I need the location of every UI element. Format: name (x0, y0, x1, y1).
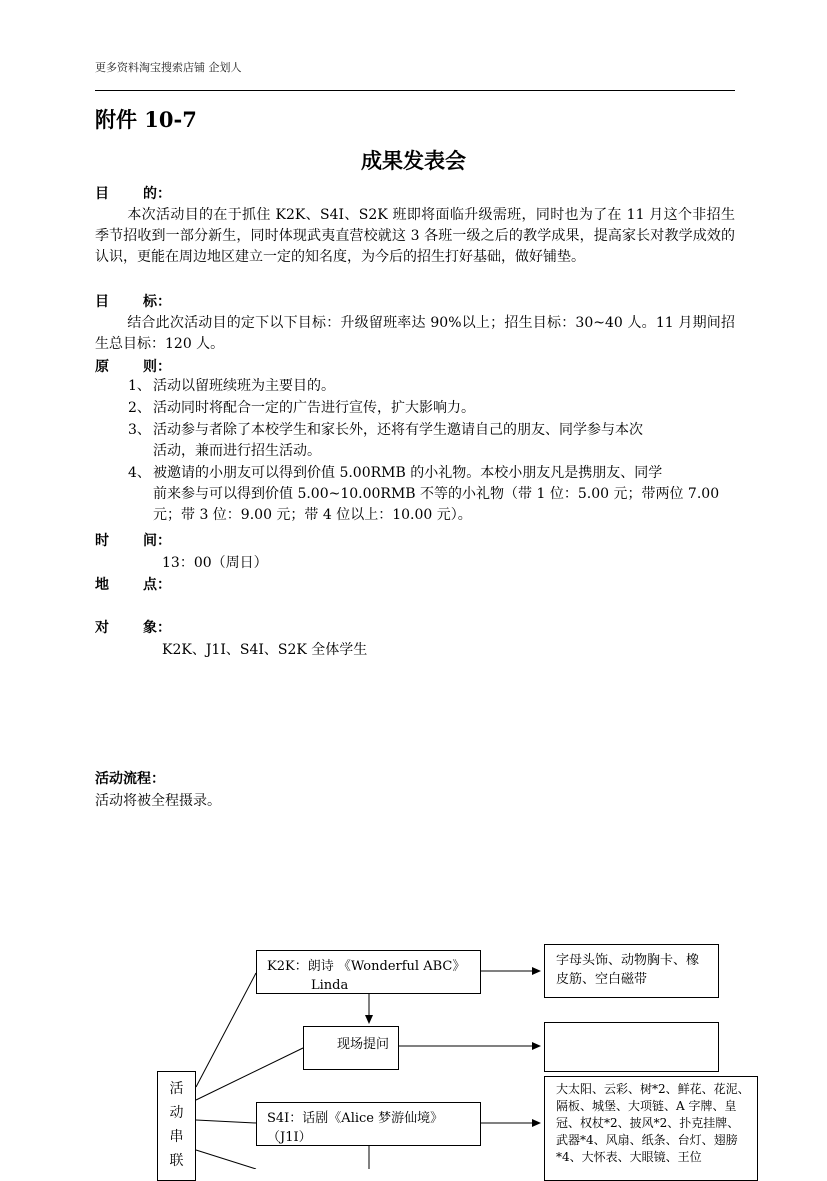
time-label: 时 间： (95, 533, 171, 549)
qa-blank-box (544, 1022, 719, 1072)
goal-text: 结合此次活动目的定下以下目标：升级留班率达 90%以上；招生目标：30~40 人。11 月期间招生总目标：120 人。 (95, 315, 735, 352)
s4i-program-box: S4I：话剧《Alice 梦游仙境》 （J1I） (256, 1102, 481, 1146)
flow-label: 活动流程： (95, 771, 165, 787)
principle-item-1: 1、 活动以留班续班为主要目的。 (128, 378, 335, 394)
s4i-props-box: 大太阳、云彩、树*2、鲜花、花泥、隔板、城堡、大项链、A 字牌、皇冠、权杖*2、披风*2、扑克挂牌、武器*4、风扇、纸条、台灯、翅膀*4、大怀表、大眼镜、王位 (544, 1076, 758, 1181)
purpose-text: 本次活动目的在于抓住 K2K、S4I、S2K 班即将面临升级需班，同时也为了在 11 月这个非招生季节招收到一部分新生，同时体现武夷直营校就这 3 各班一级之后的教学成果，提高家长对教学成效的认识，更能在周边地区建立一定的知名度，为今后的招生打好基础，做好铺垫。 (95, 207, 735, 265)
activity-chain-box: 活 动 串 联 (157, 1071, 196, 1181)
document-title: 成果发表会 (361, 149, 466, 173)
principle-item-4: 4、 被邀请的小朋友可以得到价值 5.00RMB 的小礼物。本校小朋友凡是携朋友、同学 前来参与可以得到价值 5.00~10.00RMB 不等的小礼物（带 1 位：5.00 元；带两位 7.00 元；带 3 位：9.00 元；带 4 位以上：10.00 元）。 (128, 465, 720, 523)
principle-item-3: 3、 活动参与者除了本校学生和家长外，还将有学生邀请自己的朋友、同学参与本次 活动，兼而进行招生活动。 (128, 422, 643, 459)
page-header: 更多资料淘宝搜索店铺 企划人 (95, 61, 242, 74)
attachment-number: 附件 10-7 (95, 107, 197, 132)
place-label: 地 点： (95, 577, 171, 593)
k2k-props-box: 字母头饰、动物胸卡、橡皮筋、空白磁带 (544, 944, 719, 998)
purpose-label: 目 的： (95, 186, 171, 202)
live-qa-box: 现场提问 (303, 1026, 399, 1070)
target-label: 对 象： (95, 620, 171, 636)
k2k-program-box: K2K：朗诗 《Wonderful ABC》 Linda (256, 950, 481, 994)
link-chain-s4i (196, 1120, 256, 1123)
flow-text: 活动将被全程摄录。 (95, 793, 221, 809)
goal-label: 目 标： (95, 294, 171, 310)
target-value: K2K、J1I、S4I、S2K 全体学生 (162, 642, 368, 658)
time-value: 13：00（周日） (162, 555, 268, 571)
principle-item-2: 2、 活动同时将配合一定的广告进行宣传，扩大影响力。 (128, 400, 475, 416)
principle-label: 原 则： (95, 359, 171, 375)
link-chain-next (196, 1150, 256, 1169)
link-chain-k2k (196, 973, 256, 1087)
